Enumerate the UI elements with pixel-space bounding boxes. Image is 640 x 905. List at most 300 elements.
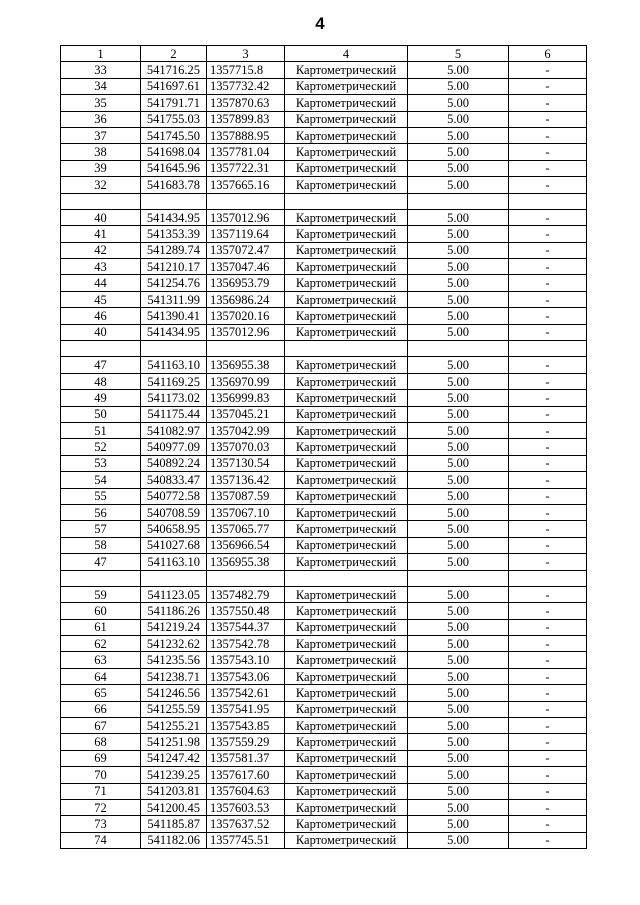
- table-row: [61, 95, 587, 111]
- x-coordinate-cell: 541390.41: [141, 308, 207, 324]
- note-cell: -: [509, 652, 587, 668]
- x-coordinate-cell: 541186.26: [141, 603, 207, 619]
- point-number-cell: 71: [61, 783, 141, 799]
- y-coordinate-cell: 1356999.83: [207, 390, 285, 406]
- note-cell: -: [509, 472, 587, 488]
- x-coordinate-cell: 541353.39: [141, 226, 207, 242]
- table-row: [61, 586, 587, 602]
- x-coordinate-cell: 541027.68: [141, 537, 207, 553]
- note-cell: -: [509, 422, 587, 438]
- note-cell: -: [509, 521, 587, 537]
- method-cell: Картометрический: [285, 521, 408, 537]
- note-cell: -: [509, 160, 587, 176]
- table-row: [61, 259, 587, 275]
- point-number-cell: 53: [61, 455, 141, 471]
- point-number-cell: 58: [61, 537, 141, 553]
- y-coordinate-cell: 1356986.24: [207, 291, 285, 307]
- accuracy-cell: 5.00: [408, 472, 509, 488]
- x-coordinate-cell: 541210.17: [141, 259, 207, 275]
- point-number-cell: 51: [61, 422, 141, 438]
- method-cell: Картометрический: [285, 127, 408, 143]
- accuracy-cell: 5.00: [408, 734, 509, 750]
- y-coordinate-cell: 1357603.53: [207, 799, 285, 815]
- y-coordinate-cell: 1357087.59: [207, 488, 285, 504]
- accuracy-cell: 5.00: [408, 767, 509, 783]
- method-cell: Картометрический: [285, 537, 408, 553]
- note-cell: -: [509, 668, 587, 684]
- point-number-cell: 34: [61, 78, 141, 94]
- point-number-cell: [61, 193, 141, 209]
- point-number-cell: 62: [61, 636, 141, 652]
- table-separator-row: [61, 193, 587, 209]
- x-coordinate-cell: 541434.95: [141, 324, 207, 340]
- method-cell: Картометрический: [285, 275, 408, 291]
- note-cell: -: [509, 406, 587, 422]
- table-row: [61, 734, 587, 750]
- method-cell: Картометрический: [285, 144, 408, 160]
- x-coordinate-cell: 541123.05: [141, 586, 207, 602]
- x-coordinate-cell: 541182.06: [141, 832, 207, 848]
- table-row: [61, 78, 587, 94]
- method-cell: Картометрический: [285, 160, 408, 176]
- point-number-cell: 73: [61, 816, 141, 832]
- column-header-4: 4: [285, 46, 408, 62]
- note-cell: -: [509, 226, 587, 242]
- table-row: [61, 357, 587, 373]
- accuracy-cell: 5.00: [408, 422, 509, 438]
- note-cell: -: [509, 439, 587, 455]
- y-coordinate-cell: 1357888.95: [207, 127, 285, 143]
- accuracy-cell: 5.00: [408, 455, 509, 471]
- column-header-2: 2: [141, 46, 207, 62]
- x-coordinate-cell: 541200.45: [141, 799, 207, 815]
- y-coordinate-cell: 1357070.03: [207, 439, 285, 455]
- y-coordinate-cell: 1357715.8: [207, 62, 285, 78]
- y-coordinate-cell: 1357136.42: [207, 472, 285, 488]
- accuracy-cell: 5.00: [408, 554, 509, 570]
- method-cell: Картометрический: [285, 373, 408, 389]
- x-coordinate-cell: 541251.98: [141, 734, 207, 750]
- table-row: [61, 799, 587, 815]
- x-coordinate-cell: 541697.61: [141, 78, 207, 94]
- method-cell: Картометрический: [285, 832, 408, 848]
- note-cell: -: [509, 816, 587, 832]
- column-header-1: 1: [61, 46, 141, 62]
- y-coordinate-cell: 1357020.16: [207, 308, 285, 324]
- method-cell: Картометрический: [285, 734, 408, 750]
- method-cell: Картометрический: [285, 439, 408, 455]
- y-coordinate-cell: [207, 570, 285, 586]
- point-number-cell: 72: [61, 799, 141, 815]
- point-number-cell: 33: [61, 62, 141, 78]
- table-row: [61, 521, 587, 537]
- accuracy-cell: 5.00: [408, 62, 509, 78]
- y-coordinate-cell: 1357012.96: [207, 324, 285, 340]
- table-row: [61, 816, 587, 832]
- point-number-cell: 46: [61, 308, 141, 324]
- table-row: [61, 488, 587, 504]
- accuracy-cell: 5.00: [408, 291, 509, 307]
- point-number-cell: 47: [61, 357, 141, 373]
- method-cell: Картометрический: [285, 177, 408, 193]
- method-cell: Картометрический: [285, 586, 408, 602]
- y-coordinate-cell: 1357012.96: [207, 209, 285, 225]
- method-cell: Картометрический: [285, 554, 408, 570]
- method-cell: Картометрический: [285, 455, 408, 471]
- point-number-cell: 37: [61, 127, 141, 143]
- x-coordinate-cell: 541246.56: [141, 685, 207, 701]
- method-cell: Картометрический: [285, 799, 408, 815]
- table-row: [61, 308, 587, 324]
- point-number-cell: 49: [61, 390, 141, 406]
- x-coordinate-cell: 541289.74: [141, 242, 207, 258]
- x-coordinate-cell: 541683.78: [141, 177, 207, 193]
- y-coordinate-cell: 1357544.37: [207, 619, 285, 635]
- note-cell: -: [509, 259, 587, 275]
- note-cell: -: [509, 455, 587, 471]
- point-number-cell: 61: [61, 619, 141, 635]
- accuracy-cell: 5.00: [408, 504, 509, 520]
- note-cell: -: [509, 390, 587, 406]
- method-cell: Картометрический: [285, 472, 408, 488]
- table-row: [61, 767, 587, 783]
- method-cell: Картометрический: [285, 111, 408, 127]
- y-coordinate-cell: 1357130.54: [207, 455, 285, 471]
- y-coordinate-cell: 1357065.77: [207, 521, 285, 537]
- point-number-cell: 36: [61, 111, 141, 127]
- accuracy-cell: 5.00: [408, 718, 509, 734]
- table-row: [61, 652, 587, 668]
- x-coordinate-cell: 541173.02: [141, 390, 207, 406]
- note-cell: -: [509, 209, 587, 225]
- point-number-cell: 64: [61, 668, 141, 684]
- table-separator-row: [61, 570, 587, 586]
- method-cell: Картометрический: [285, 488, 408, 504]
- note-cell: -: [509, 586, 587, 602]
- note-cell: -: [509, 718, 587, 734]
- table-row: [61, 62, 587, 78]
- method-cell: Картометрический: [285, 685, 408, 701]
- point-number-cell: 67: [61, 718, 141, 734]
- x-coordinate-cell: 541716.25: [141, 62, 207, 78]
- table-row: [61, 783, 587, 799]
- y-coordinate-cell: 1357665.16: [207, 177, 285, 193]
- note-cell: -: [509, 127, 587, 143]
- x-coordinate-cell: [141, 193, 207, 209]
- column-header-5: 5: [408, 46, 509, 62]
- table-row: [61, 209, 587, 225]
- note-cell: -: [509, 783, 587, 799]
- note-cell: -: [509, 750, 587, 766]
- point-number-cell: 40: [61, 324, 141, 340]
- x-coordinate-cell: 541434.95: [141, 209, 207, 225]
- x-coordinate-cell: 541163.10: [141, 554, 207, 570]
- x-coordinate-cell: 541232.62: [141, 636, 207, 652]
- x-coordinate-cell: 540772.58: [141, 488, 207, 504]
- y-coordinate-cell: 1357745.51: [207, 832, 285, 848]
- y-coordinate-cell: 1356955.38: [207, 357, 285, 373]
- method-cell: Картометрический: [285, 390, 408, 406]
- table-separator-row: [61, 341, 587, 357]
- y-coordinate-cell: 1357542.61: [207, 685, 285, 701]
- method-cell: [285, 193, 408, 209]
- accuracy-cell: [408, 341, 509, 357]
- table-row: [61, 406, 587, 422]
- accuracy-cell: 5.00: [408, 406, 509, 422]
- point-number-cell: 60: [61, 603, 141, 619]
- accuracy-cell: [408, 193, 509, 209]
- accuracy-cell: 5.00: [408, 586, 509, 602]
- y-coordinate-cell: 1357543.10: [207, 652, 285, 668]
- accuracy-cell: 5.00: [408, 308, 509, 324]
- y-coordinate-cell: 1356955.38: [207, 554, 285, 570]
- table-row: [61, 701, 587, 717]
- point-number-cell: 32: [61, 177, 141, 193]
- accuracy-cell: 5.00: [408, 275, 509, 291]
- accuracy-cell: 5.00: [408, 668, 509, 684]
- note-cell: -: [509, 324, 587, 340]
- accuracy-cell: 5.00: [408, 226, 509, 242]
- table-row: [61, 160, 587, 176]
- point-number-cell: 59: [61, 586, 141, 602]
- accuracy-cell: 5.00: [408, 357, 509, 373]
- point-number-cell: 41: [61, 226, 141, 242]
- y-coordinate-cell: 1357870.63: [207, 95, 285, 111]
- y-coordinate-cell: 1357045.21: [207, 406, 285, 422]
- table-row: [61, 537, 587, 553]
- x-coordinate-cell: 541255.59: [141, 701, 207, 717]
- accuracy-cell: 5.00: [408, 160, 509, 176]
- accuracy-cell: 5.00: [408, 373, 509, 389]
- x-coordinate-cell: 541238.71: [141, 668, 207, 684]
- accuracy-cell: 5.00: [408, 701, 509, 717]
- x-coordinate-cell: 541082.97: [141, 422, 207, 438]
- table-row: [61, 226, 587, 242]
- method-cell: Картометрический: [285, 259, 408, 275]
- note-cell: -: [509, 619, 587, 635]
- note-cell: -: [509, 685, 587, 701]
- y-coordinate-cell: 1357559.29: [207, 734, 285, 750]
- method-cell: Картометрический: [285, 816, 408, 832]
- table-row: [61, 242, 587, 258]
- accuracy-cell: 5.00: [408, 799, 509, 815]
- table-row: [61, 718, 587, 734]
- y-coordinate-cell: 1357732.42: [207, 78, 285, 94]
- method-cell: [285, 570, 408, 586]
- method-cell: Картометрический: [285, 603, 408, 619]
- x-coordinate-cell: 540708.59: [141, 504, 207, 520]
- y-coordinate-cell: 1357119.64: [207, 226, 285, 242]
- accuracy-cell: 5.00: [408, 390, 509, 406]
- table-row: [61, 554, 587, 570]
- point-number-cell: 45: [61, 291, 141, 307]
- method-cell: Картометрический: [285, 95, 408, 111]
- page-number: 4: [315, 14, 325, 33]
- x-coordinate-cell: 541755.03: [141, 111, 207, 127]
- method-cell: Картометрический: [285, 750, 408, 766]
- method-cell: Картометрический: [285, 619, 408, 635]
- method-cell: Картометрический: [285, 209, 408, 225]
- accuracy-cell: 5.00: [408, 603, 509, 619]
- accuracy-cell: 5.00: [408, 78, 509, 94]
- x-coordinate-cell: 541254.76: [141, 275, 207, 291]
- x-coordinate-cell: 541239.25: [141, 767, 207, 783]
- point-number-cell: 47: [61, 554, 141, 570]
- table-row: [61, 291, 587, 307]
- note-cell: -: [509, 78, 587, 94]
- x-coordinate-cell: 541203.81: [141, 783, 207, 799]
- y-coordinate-cell: 1357604.63: [207, 783, 285, 799]
- method-cell: Картометрический: [285, 504, 408, 520]
- point-number-cell: 69: [61, 750, 141, 766]
- accuracy-cell: 5.00: [408, 521, 509, 537]
- x-coordinate-cell: 541185.87: [141, 816, 207, 832]
- note-cell: -: [509, 799, 587, 815]
- y-coordinate-cell: 1357047.46: [207, 259, 285, 275]
- note-cell: -: [509, 504, 587, 520]
- point-number-cell: 38: [61, 144, 141, 160]
- table-row: [61, 455, 587, 471]
- y-coordinate-cell: 1356953.79: [207, 275, 285, 291]
- note-cell: -: [509, 537, 587, 553]
- accuracy-cell: 5.00: [408, 685, 509, 701]
- point-number-cell: [61, 570, 141, 586]
- x-coordinate-cell: 541175.44: [141, 406, 207, 422]
- accuracy-cell: 5.00: [408, 488, 509, 504]
- table-row: [61, 275, 587, 291]
- method-cell: Картометрический: [285, 783, 408, 799]
- x-coordinate-cell: 541311.99: [141, 291, 207, 307]
- note-cell: [509, 341, 587, 357]
- point-number-cell: 70: [61, 767, 141, 783]
- y-coordinate-cell: 1356966.54: [207, 537, 285, 553]
- y-coordinate-cell: 1356970.99: [207, 373, 285, 389]
- point-number-cell: 54: [61, 472, 141, 488]
- table-body: [61, 46, 587, 849]
- y-coordinate-cell: 1357899.83: [207, 111, 285, 127]
- accuracy-cell: 5.00: [408, 242, 509, 258]
- table-header-row: [61, 46, 587, 62]
- accuracy-cell: 5.00: [408, 750, 509, 766]
- y-coordinate-cell: [207, 193, 285, 209]
- y-coordinate-cell: 1357543.06: [207, 668, 285, 684]
- table-row: [61, 603, 587, 619]
- point-number-cell: 35: [61, 95, 141, 111]
- table-row: [61, 439, 587, 455]
- point-number-cell: 63: [61, 652, 141, 668]
- table-row: [61, 750, 587, 766]
- x-coordinate-cell: [141, 570, 207, 586]
- table-row: [61, 144, 587, 160]
- point-number-cell: 68: [61, 734, 141, 750]
- note-cell: -: [509, 177, 587, 193]
- note-cell: -: [509, 636, 587, 652]
- y-coordinate-cell: 1357543.85: [207, 718, 285, 734]
- note-cell: -: [509, 373, 587, 389]
- note-cell: -: [509, 308, 587, 324]
- note-cell: -: [509, 603, 587, 619]
- y-coordinate-cell: [207, 341, 285, 357]
- column-header-3: 3: [207, 46, 285, 62]
- note-cell: -: [509, 554, 587, 570]
- method-cell: Картометрический: [285, 357, 408, 373]
- point-number-cell: 57: [61, 521, 141, 537]
- y-coordinate-cell: 1357072.47: [207, 242, 285, 258]
- point-number-cell: 65: [61, 685, 141, 701]
- x-coordinate-cell: 541219.24: [141, 619, 207, 635]
- y-coordinate-cell: 1357637.52: [207, 816, 285, 832]
- accuracy-cell: 5.00: [408, 177, 509, 193]
- table-row: [61, 422, 587, 438]
- accuracy-cell: 5.00: [408, 619, 509, 635]
- note-cell: -: [509, 242, 587, 258]
- table-row: [61, 636, 587, 652]
- table-row: [61, 324, 587, 340]
- note-cell: -: [509, 144, 587, 160]
- point-number-cell: 74: [61, 832, 141, 848]
- table-row: [61, 111, 587, 127]
- point-number-cell: 43: [61, 259, 141, 275]
- point-number-cell: 55: [61, 488, 141, 504]
- method-cell: Картометрический: [285, 308, 408, 324]
- accuracy-cell: 5.00: [408, 95, 509, 111]
- y-coordinate-cell: 1357581.37: [207, 750, 285, 766]
- y-coordinate-cell: 1357042.99: [207, 422, 285, 438]
- method-cell: Картометрический: [285, 406, 408, 422]
- method-cell: [285, 341, 408, 357]
- method-cell: Картометрический: [285, 636, 408, 652]
- note-cell: [509, 193, 587, 209]
- table-row: [61, 504, 587, 520]
- y-coordinate-cell: 1357541.95: [207, 701, 285, 717]
- accuracy-cell: 5.00: [408, 832, 509, 848]
- note-cell: -: [509, 734, 587, 750]
- note-cell: -: [509, 767, 587, 783]
- accuracy-cell: 5.00: [408, 324, 509, 340]
- x-coordinate-cell: 540833.47: [141, 472, 207, 488]
- point-number-cell: 56: [61, 504, 141, 520]
- x-coordinate-cell: 541235.56: [141, 652, 207, 668]
- accuracy-cell: 5.00: [408, 111, 509, 127]
- x-coordinate-cell: 541255.21: [141, 718, 207, 734]
- y-coordinate-cell: 1357781.04: [207, 144, 285, 160]
- note-cell: -: [509, 357, 587, 373]
- column-header-6: 6: [509, 46, 587, 62]
- table-row: [61, 619, 587, 635]
- x-coordinate-cell: 541698.04: [141, 144, 207, 160]
- method-cell: Картометрический: [285, 226, 408, 242]
- method-cell: Картометрический: [285, 78, 408, 94]
- note-cell: [509, 570, 587, 586]
- accuracy-cell: 5.00: [408, 439, 509, 455]
- accuracy-cell: 5.00: [408, 636, 509, 652]
- point-number-cell: 48: [61, 373, 141, 389]
- x-coordinate-cell: 541645.96: [141, 160, 207, 176]
- table-row: [61, 685, 587, 701]
- y-coordinate-cell: 1357542.78: [207, 636, 285, 652]
- point-number-cell: 40: [61, 209, 141, 225]
- method-cell: Картометрический: [285, 652, 408, 668]
- accuracy-cell: 5.00: [408, 144, 509, 160]
- x-coordinate-cell: 541247.42: [141, 750, 207, 766]
- point-number-cell: 66: [61, 701, 141, 717]
- method-cell: Картометрический: [285, 242, 408, 258]
- table-row: [61, 373, 587, 389]
- note-cell: -: [509, 95, 587, 111]
- method-cell: Картометрический: [285, 668, 408, 684]
- point-number-cell: 44: [61, 275, 141, 291]
- x-coordinate-cell: 540977.09: [141, 439, 207, 455]
